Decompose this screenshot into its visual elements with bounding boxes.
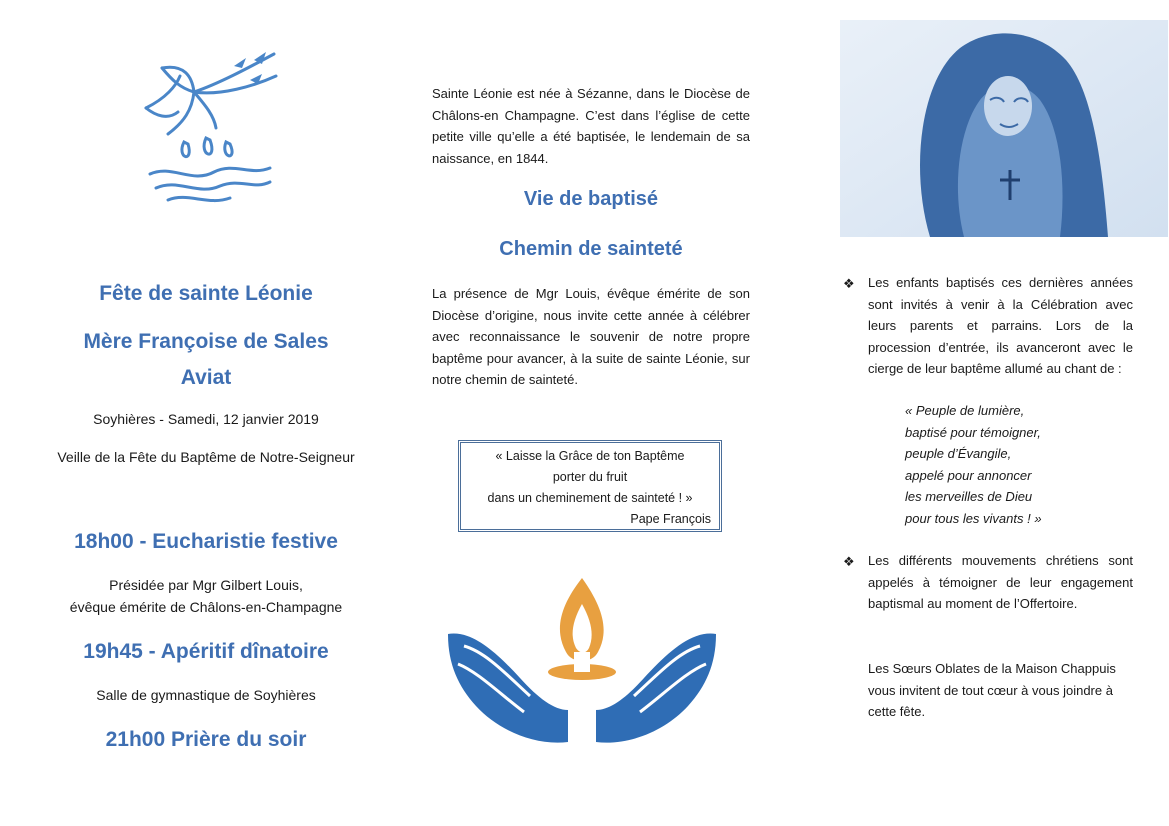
closing-invitation: Les Sœurs Oblates de la Maison Chappuis vous invitent de tout cœur à vous joindre à cette fête.	[868, 661, 1116, 719]
event-eucharist-detail1: Présidée par Mgr Gilbert Louis,	[109, 577, 303, 593]
bullet-symbol-2: ❖	[843, 554, 855, 569]
event-prayer-title: 21h00 Prière du soir	[105, 728, 307, 751]
intro-paragraph: Sainte Léonie est née à Sézanne, dans le Diocèse de Châlons-en Champagne. C’est dans l’église de cette petite ville qu’elle a été baptisée, le lendemain de sa naissance, en 1844.	[432, 86, 750, 166]
quote-line3: dans un cheminement de sainteté ! »	[487, 491, 693, 505]
event-aperitif-detail: Salle de gymnastique de Soyhières	[96, 687, 316, 703]
bullet2-text: Les différents mouvements chrétiens sont appelés à témoigner de leur engagement baptismal au moment de l’Offertoire.	[868, 553, 1133, 611]
statue-photo	[840, 20, 1168, 237]
heading-vie-baptise: Vie de baptisé	[523, 188, 659, 210]
bullet-symbol-1: ❖	[843, 276, 855, 291]
song-line: les merveilles de Dieu	[905, 489, 1033, 504]
event-eucharist-detail2: évêque émérite de Châlons-en-Champagne	[69, 599, 343, 615]
dove-water-icon	[122, 46, 282, 206]
quote-line1: « Laisse la Grâce de ton Baptême	[495, 449, 685, 463]
song-line: baptisé pour témoigner,	[905, 424, 1041, 440]
mother-name-line2: Aviat	[180, 366, 232, 389]
song-line: peuple d’Évangile,	[905, 446, 1012, 461]
song-line: appelé pour annoncer	[905, 467, 1032, 483]
feast-title: Fête de sainte Léonie	[99, 282, 313, 305]
second-paragraph: La présence de Mgr Louis, évêque émérite de son Diocèse d’origine, nous invite cette année à célébrer avec reconnaissance le souvenir de notre propre baptême pour avancer, à la suite de sainte Léonie, sur notre chemin de sainteté.	[432, 286, 750, 387]
event-aperitif-title: 19h45 - Apéritif dînatoire	[83, 640, 329, 663]
heading-chemin-saintete: Chemin de sainteté	[499, 238, 683, 260]
quote-signature: Pape François	[630, 512, 711, 526]
eve-line: Veille de la Fête du Baptême de Notre-Seigneur	[57, 449, 355, 465]
event-eucharist-title: 18h00 - Eucharistie festive	[74, 530, 338, 553]
pope-quote-box	[458, 440, 722, 532]
quote-line2: porter du fruit	[552, 470, 628, 484]
mother-name-line1: Mère Françoise de Sales	[83, 330, 329, 353]
song-line: pour tous les vivants ! »	[905, 510, 1042, 526]
song-lyrics	[905, 400, 1135, 529]
song-line: « Peuple de lumière,	[905, 403, 1025, 418]
bullet1-text: Les enfants baptisés ces dernières années sont invités à venir à la Célébration avec leurs parents et parrains. Lors de la procession d’entrée, ils avanceront avec le cierge de leur baptême allumé au chant de :	[868, 275, 1133, 376]
date-line: Soyhières - Samedi, 12 janvier 2019	[93, 411, 319, 427]
flame-hands-icon	[442, 560, 722, 766]
